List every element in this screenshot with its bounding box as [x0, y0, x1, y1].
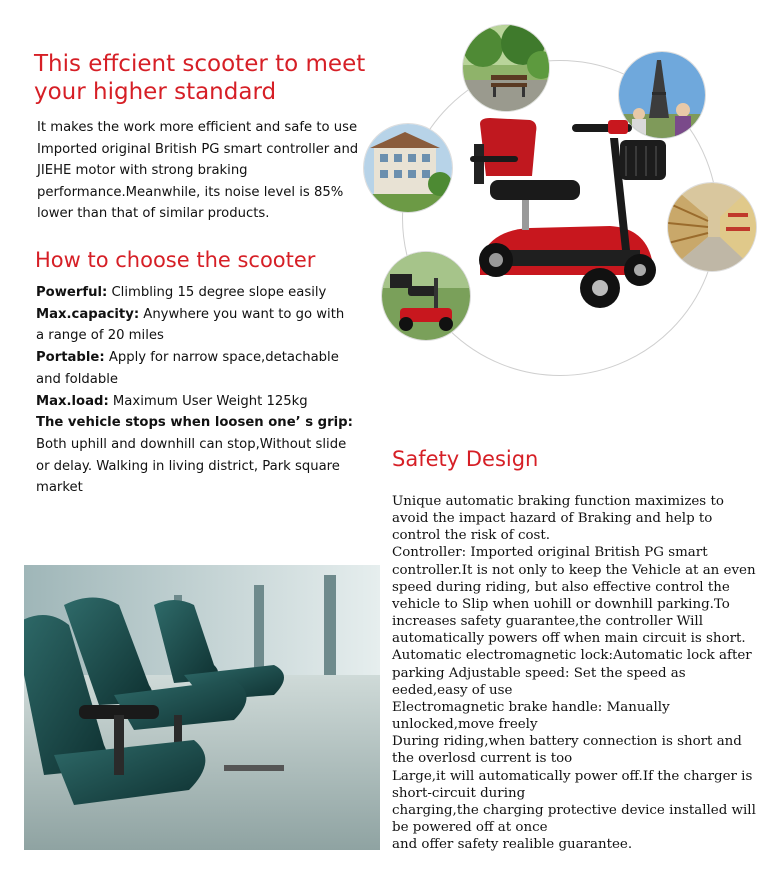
feature-label: Max.load: [36, 393, 109, 409]
safety-paragraph: Large,it will automatically power off.If the charger is short-circuit during [392, 768, 753, 801]
feature-text: Both uphill and downhill can stop,Without slide or delay. Walking in living district, Park square market [36, 436, 347, 496]
safety-paragraph: charging,the charging protective device installed will be powered off at once [392, 802, 756, 835]
feature-text: Apply for narrow space,detachable and foldable [36, 350, 339, 387]
safety-paragraph: Automatic electromagnetic lock:Automatic lock after parking Adjustable speed: Set the speed as eeded,easy of use [392, 648, 752, 698]
feature-item [36, 304, 354, 347]
safety-paragraph: Controller: Imported original British PG smart controller.It is not only to keep the Vehicle at an even speed during riding, but also effective control the vehicle to Slip when uohill or downhill parking.To increases safety guarantee,the controller Will automatically powers off when main circuit is short. [392, 545, 756, 647]
feature-label: Portable: [36, 350, 105, 366]
feature-label: Max.capacity: [36, 306, 140, 322]
feature-item [36, 282, 354, 304]
folded-scooter-image [382, 252, 470, 340]
feature-label: The vehicle stops when loosen one’ s grip: [36, 415, 353, 431]
airport-chairs-image [24, 565, 380, 850]
intro-paragraph: It makes the work more efficient and safe to use Imported original British PG smart controller and JIEHE motor with strong braking performance.Meanwhile, its noise level is 85% lower than that of similar products. [37, 120, 359, 221]
park-bench-image [463, 25, 549, 111]
safety-description [392, 493, 764, 853]
title-line-2: your higher standard [34, 79, 277, 105]
safety-paragraph: Electromagnetic brake handle: Manually unlocked,move freely [392, 699, 670, 733]
apartment-building-image [364, 124, 452, 212]
section-title-efficient [34, 50, 374, 106]
feature-list [36, 282, 354, 499]
safety-paragraph: During riding,when battery connection is short and the overlosd current is too [392, 734, 742, 767]
feature-text: Maximum User Weight 125kg [108, 393, 308, 409]
feature-label: Powerful: [36, 285, 108, 300]
feature-item [36, 391, 354, 413]
feature-text: Anywhere you want to go with a range of 20 miles [36, 306, 345, 344]
supermarket-aisle-image [668, 183, 756, 271]
mobility-scooter-image [460, 110, 670, 320]
title-line-1: This effcient scooter to meet [34, 51, 366, 77]
safety-paragraph: and offer safety realible guarantee. [392, 837, 633, 853]
section-title-choose: How to choose the scooter [35, 248, 316, 272]
feature-item [36, 347, 354, 390]
safety-paragraph: Unique automatic braking function maximizes to avoid the impact hazard of Braking and help to control the risk of cost. [392, 494, 724, 544]
feature-text: Climbling 15 degree slope easily [107, 285, 327, 300]
section-title-safety: Safety Design [392, 447, 539, 471]
feature-item [36, 412, 354, 499]
